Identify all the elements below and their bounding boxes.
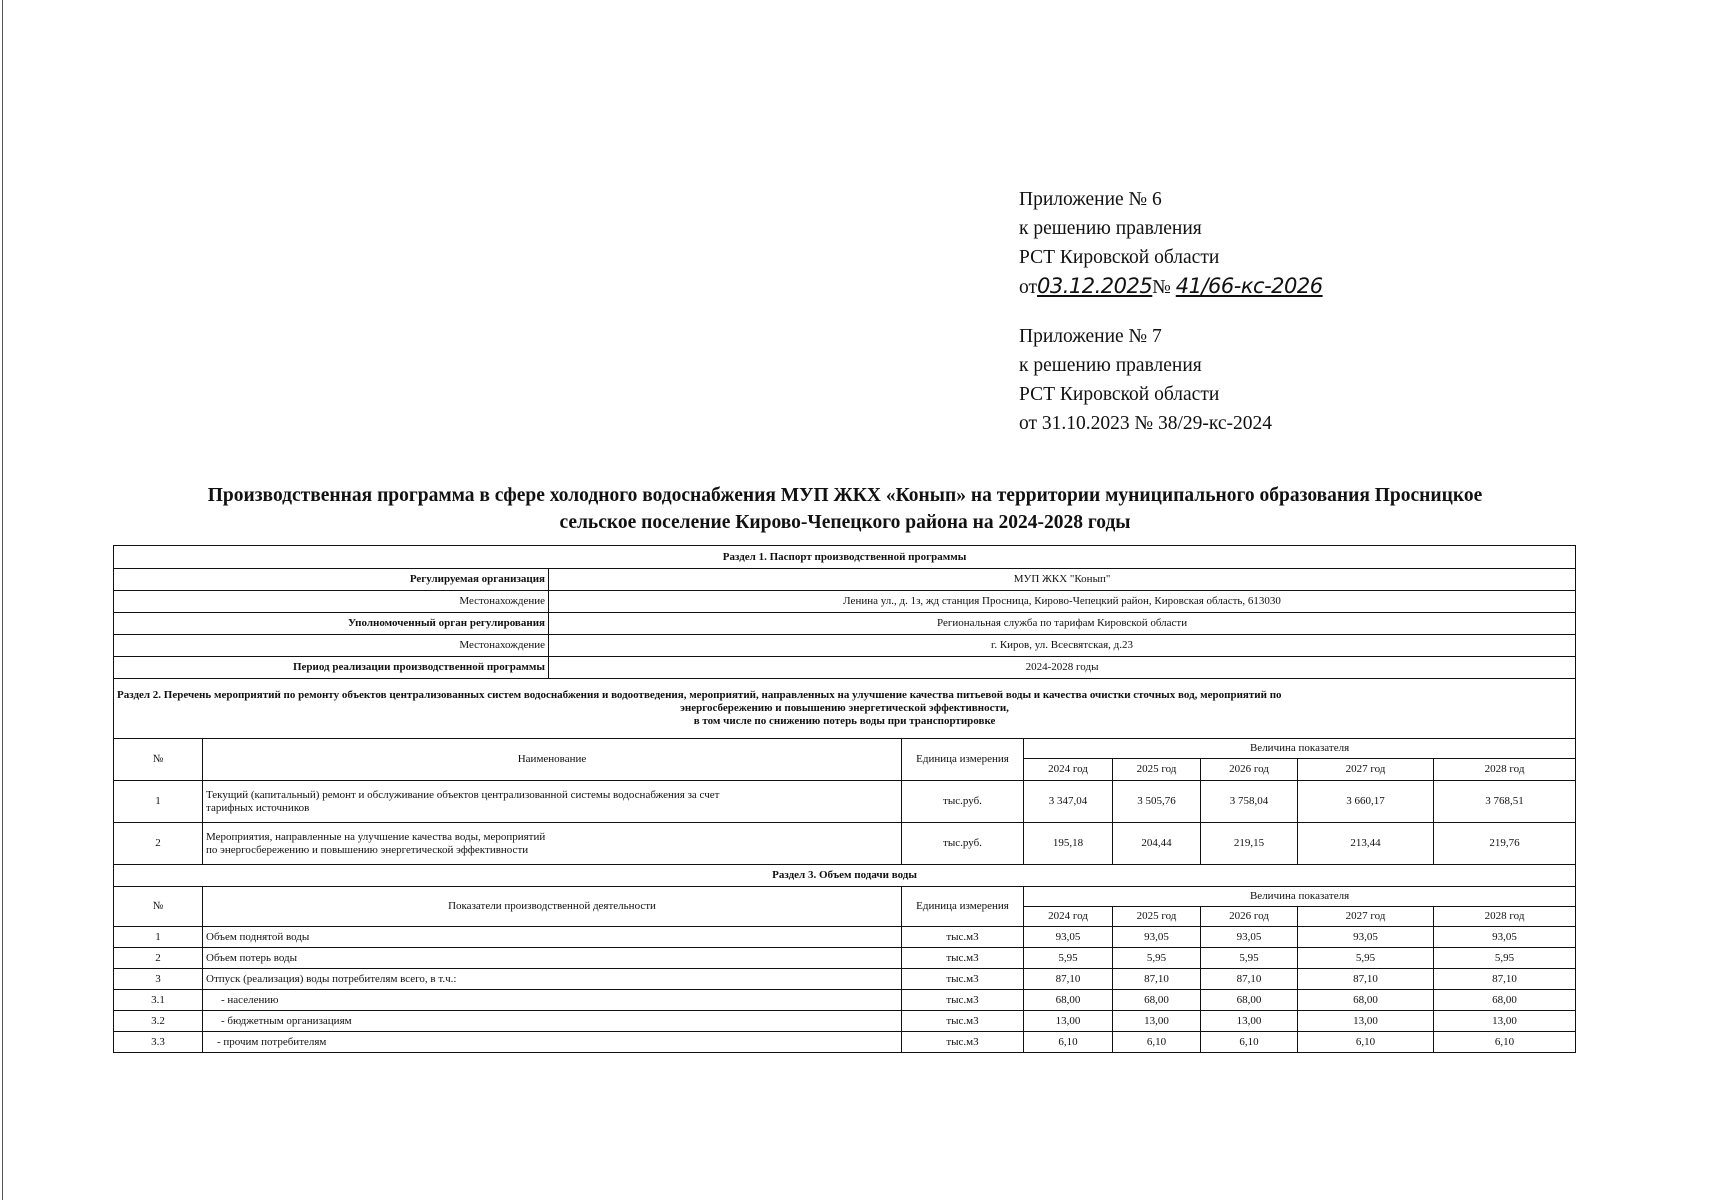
row-value: 6,10 [1434,1032,1576,1053]
table-row [114,927,1576,948]
row-value: 5,95 [1113,948,1201,969]
table-row [114,948,1576,969]
row-value: 213,44 [1298,823,1434,865]
row-name: Объем потерь воды [203,948,902,969]
passport-value: Ленина ул., д. 1з, жд станция Просница, Кирово-Чепецкий район, Кировская область, 613030 [549,591,1576,613]
row-value: 6,10 [1201,1032,1298,1053]
passport-row [114,613,1576,635]
passport-value: МУП ЖКХ "Конып" [549,569,1576,591]
row-name: - прочим потребителям [203,1032,902,1053]
row-value: 93,05 [1434,927,1576,948]
row-name: - бюджетным организациям [203,1011,902,1032]
year-header: 2027 год [1298,759,1434,781]
row-value: 68,00 [1024,990,1113,1011]
row-name-line-2: по энергосбережению и повышению энергетической эффективности [206,843,529,856]
row-value: 68,00 [1298,990,1434,1011]
production-program-table [113,545,1576,1053]
row-number: 3.3 [114,1032,203,1053]
row-name-line-1: Текущий (капитальный) ремонт и обслуживание объектов централизованной системы водоснабжения за счет [206,788,720,801]
section-1-header-row [114,546,1576,569]
section-3-header: Раздел 3. Объем подачи воды [114,865,1576,887]
year-header: 2026 год [1201,759,1298,781]
row-value: 5,95 [1201,948,1298,969]
year-header: 2024 год [1024,759,1113,781]
section-3-column-header-row [114,887,1576,907]
annex-6-decision: к решению правления [1019,218,1202,239]
row-number: 3 [114,969,203,990]
row-value: 3 347,04 [1024,781,1113,823]
row-value: 195,18 [1024,823,1113,865]
section-2-header-line-2: энергосбережению и повышению энергетической эффективности, [680,702,1009,714]
row-value: 68,00 [1201,990,1298,1011]
annex-6-date-prefix: от [1019,277,1038,298]
row-value: 87,10 [1024,969,1113,990]
row-value: 3 758,04 [1201,781,1298,823]
row-value: 6,10 [1298,1032,1434,1053]
row-number: 3.2 [114,1011,203,1032]
passport-label: Регулируемая организация [114,569,549,591]
passport-row [114,569,1576,591]
column-header-number: № [114,739,203,781]
passport-row [114,635,1576,657]
row-value: 13,00 [1113,1011,1201,1032]
row-value: 68,00 [1434,990,1576,1011]
passport-value: 2024-2028 годы [549,657,1576,679]
row-value: 3 768,51 [1434,781,1576,823]
annex-6-title: Приложение № 6 [1019,189,1162,210]
row-value: 93,05 [1113,927,1201,948]
passport-value: г. Киров, ул. Всесвятская, д.23 [549,635,1576,657]
section-2-header [114,679,1576,739]
row-number: 3.1 [114,990,203,1011]
row-name-line-1: Мероприятия, направленные на улучшение качества воды, мероприятий [206,830,546,843]
row-number: 1 [114,781,203,823]
year-header: 2027 год [1298,907,1434,927]
row-value: 87,10 [1201,969,1298,990]
document-title-line-2: сельское поселение Кирово-Чепецкого района на 2024-2028 годы [559,512,1131,533]
table-row [114,781,1576,823]
row-value: 5,95 [1434,948,1576,969]
section-3-header-row [114,865,1576,887]
row-unit: тыс.м3 [902,1011,1024,1032]
row-value: 13,00 [1434,1011,1576,1032]
row-value: 3 660,17 [1298,781,1434,823]
passport-row [114,591,1576,613]
row-unit: тыс.м3 [902,927,1024,948]
scan-edge-line [2,0,3,1200]
row-value: 3 505,76 [1113,781,1201,823]
row-value: 13,00 [1201,1011,1298,1032]
year-header: 2028 год [1434,907,1576,927]
row-value: 219,76 [1434,823,1576,865]
table-row [114,1032,1576,1053]
row-name [203,823,902,865]
row-unit: тыс.руб. [902,823,1024,865]
row-value: 87,10 [1113,969,1201,990]
section-2-column-header-row [114,739,1576,759]
row-value: 5,95 [1298,948,1434,969]
annex-7-date-number: от 31.10.2023 № 38/29-кс-2024 [1019,413,1273,434]
row-name-line-2: тарифных источников [206,801,310,814]
year-header: 2026 год [1201,907,1298,927]
annex-7-authority: РСТ Кировской области [1019,384,1220,405]
section-1-header: Раздел 1. Паспорт производственной программы [114,546,1576,569]
row-name: - населению [203,990,902,1011]
table-row [114,969,1576,990]
section-2-header-line-3: в том числе по снижению потерь воды при транспортировке [693,715,996,727]
column-header-number: № [114,887,203,927]
annex-6-number: 41/66-кс-2026 [1175,274,1323,298]
row-value: 204,44 [1113,823,1201,865]
section-2-header-line-1: Раздел 2. Перечень мероприятий по ремонту объектов централизованных систем водоснабжения и водоотведения, мероприятий, направленных на улучшение качества питьевой воды и качества очистки сточных вод, мероприятий по [117,689,1282,701]
year-header: 2025 год [1113,759,1201,781]
annex-6-block [1019,185,1323,302]
column-header-unit: Единица измерения [902,739,1024,781]
passport-value: Региональная служба по тарифам Кировской области [549,613,1576,635]
year-header: 2028 год [1434,759,1576,781]
document-title [120,482,1570,536]
annex-6-date-number [1019,272,1323,302]
row-unit: тыс.руб. [902,781,1024,823]
row-value: 6,10 [1024,1032,1113,1053]
document-title-line-1: Производственная программа в сфере холодного водоснабжения МУП ЖКХ «Конып» на территории муниципального образования Просницкое [207,485,1483,506]
row-value: 13,00 [1024,1011,1113,1032]
row-value: 87,10 [1434,969,1576,990]
row-value: 87,10 [1298,969,1434,990]
row-unit: тыс.м3 [902,969,1024,990]
row-unit: тыс.м3 [902,948,1024,969]
year-header: 2025 год [1113,907,1201,927]
annex-6-date: 03.12.2025 [1037,274,1153,298]
column-header-indicators: Показатели производственной деятельности [203,887,902,927]
row-value: 13,00 [1298,1011,1434,1032]
annex-7-title: Приложение № 7 [1019,326,1162,347]
column-header-value: Величина показателя [1024,739,1576,759]
row-unit: тыс.м3 [902,990,1024,1011]
table-row [114,990,1576,1011]
passport-label: Период реализации производственной программы [114,657,549,679]
row-value: 219,15 [1201,823,1298,865]
annex-6-authority: РСТ Кировской области [1019,247,1220,268]
row-name: Объем поднятой воды [203,927,902,948]
passport-label: Уполномоченный орган регулирования [114,613,549,635]
year-header: 2024 год [1024,907,1113,927]
annex-7-block [1019,322,1272,438]
row-value: 93,05 [1298,927,1434,948]
row-value: 93,05 [1024,927,1113,948]
annex-6-number-sign: № [1152,277,1171,298]
row-value: 5,95 [1024,948,1113,969]
table-row [114,1011,1576,1032]
row-value: 93,05 [1201,927,1298,948]
passport-label: Местонахождение [114,635,549,657]
annex-7-decision: к решению правления [1019,355,1202,376]
row-number: 2 [114,823,203,865]
passport-row [114,657,1576,679]
row-unit: тыс.м3 [902,1032,1024,1053]
row-number: 2 [114,948,203,969]
row-value: 6,10 [1113,1032,1201,1053]
passport-label: Местонахождение [114,591,549,613]
section-2-header-row [114,679,1576,739]
row-name [203,781,902,823]
column-header-unit: Единица измерения [902,887,1024,927]
row-value: 68,00 [1113,990,1201,1011]
row-name: Отпуск (реализация) воды потребителям всего, в т.ч.: [203,969,902,990]
column-header-name: Наименование [203,739,902,781]
column-header-value: Величина показателя [1024,887,1576,907]
table-row [114,823,1576,865]
row-number: 1 [114,927,203,948]
